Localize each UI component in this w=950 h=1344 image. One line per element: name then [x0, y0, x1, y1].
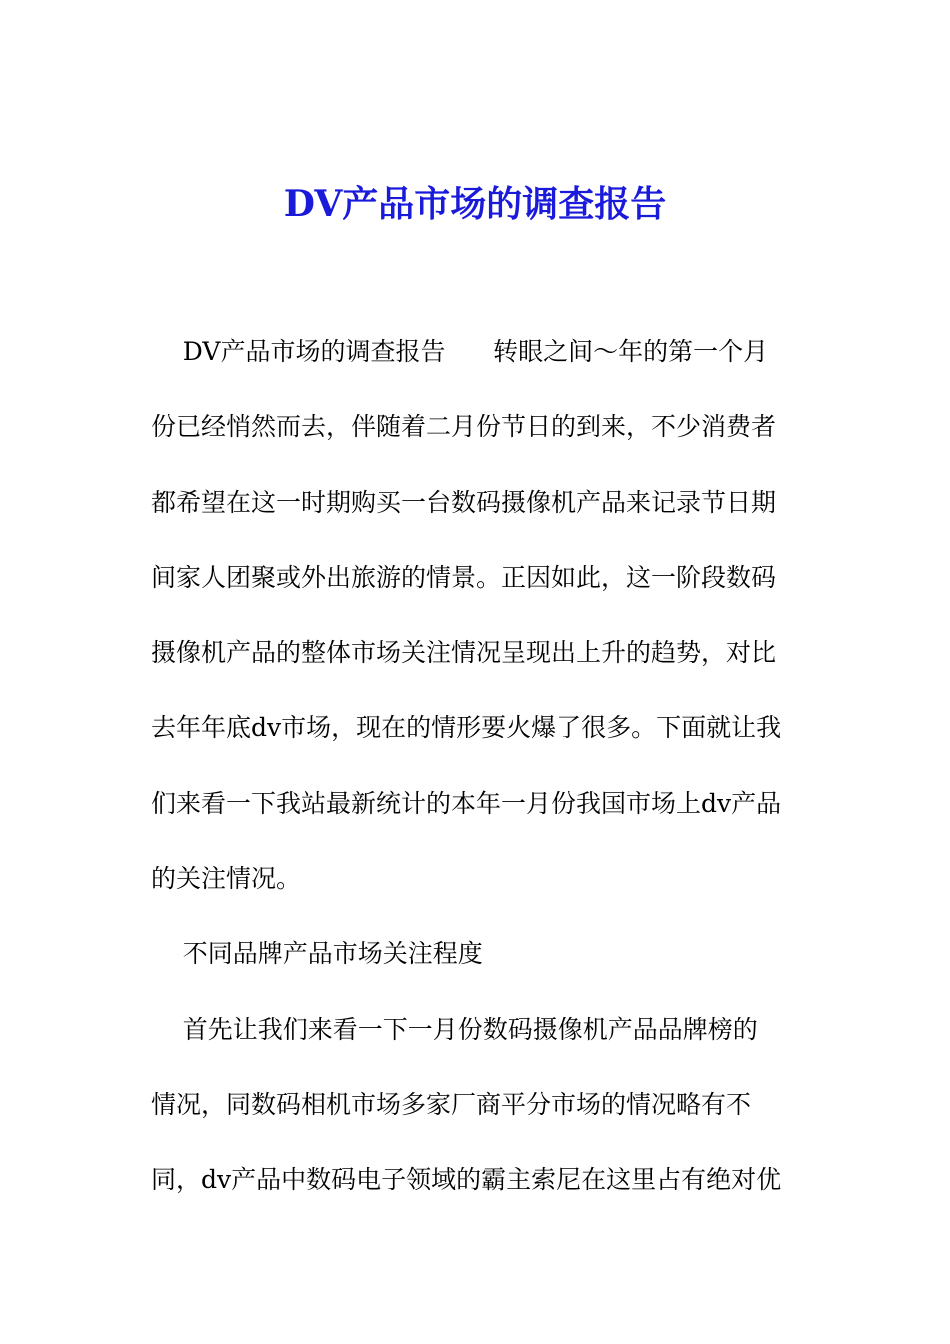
body-line: 的关注情况。 — [151, 864, 302, 894]
body-line: 间家人团聚或外出旅游的情景。正因如此，这一阶段数码 — [151, 562, 777, 592]
body-line: DV产品市场的调查报告 转眼之间～年的第一个月 — [151, 337, 769, 366]
body-line: 们来看一下我站最新统计的本年一月份我国市场上dv产品 — [151, 788, 782, 818]
body-line: 摄像机产品的整体市场关注情况呈现出上升的趋势，对比 — [151, 638, 777, 668]
document-title: DV产品市场的调查报告 — [283, 183, 667, 225]
body-line: 份已经悄然而去，伴随着二月份节日的到来，不少消费者 — [151, 412, 777, 442]
document-body — [151, 328, 811, 1232]
body-line: 去年年底dv市场，现在的情形要火爆了很多。下面就让我 — [151, 713, 782, 743]
body-line: 首先让我们来看一下一月份数码摄像机产品品牌榜的 — [151, 1014, 758, 1044]
body-line: 同，dv产品中数码电子领域的霸主索尼在这里占有绝对优 — [151, 1165, 782, 1195]
section-heading: 不同品牌产品市场关注程度 — [151, 939, 483, 969]
body-line: 都希望在这一时期购买一台数码摄像机产品来记录节日期 — [151, 487, 777, 517]
body-line: 情况，同数码相机市场多家厂商平分市场的情况略有不 — [151, 1089, 752, 1119]
